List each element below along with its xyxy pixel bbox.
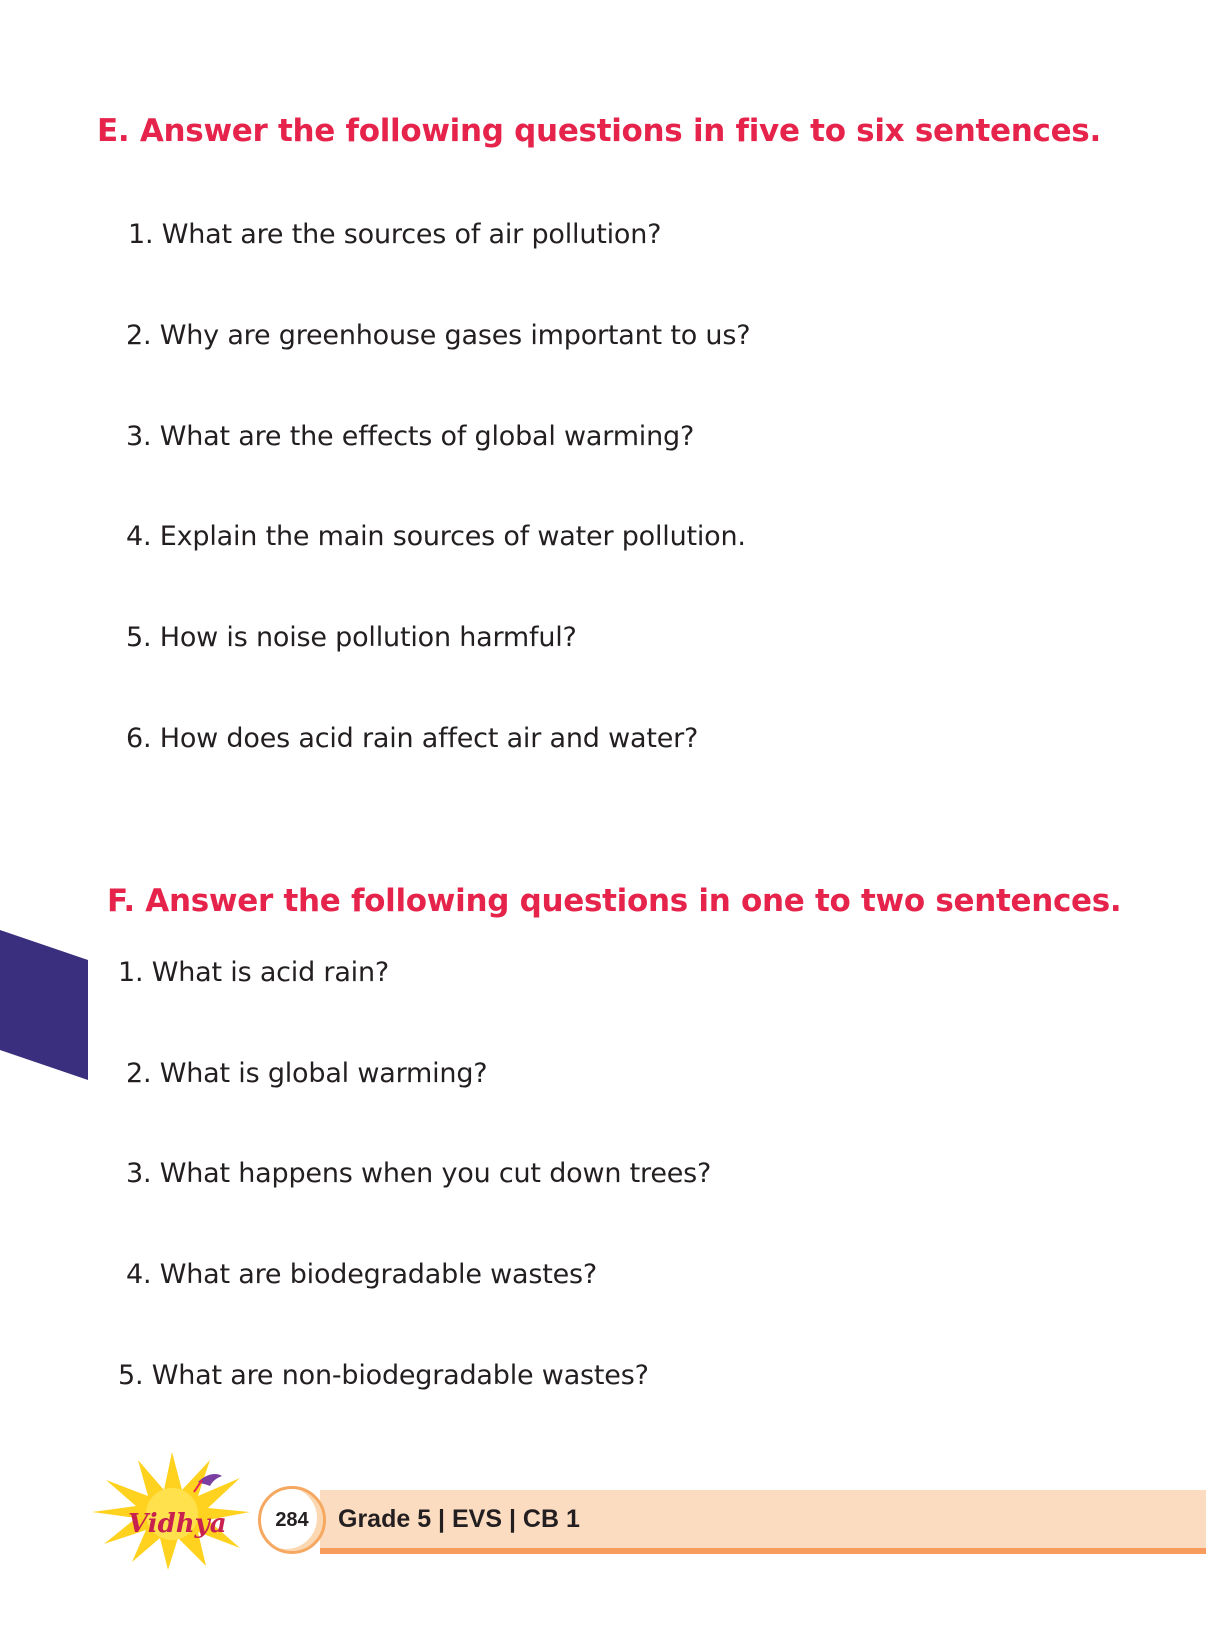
section-e-question-4: 4. Explain the main sources of water pollution. [126,521,746,552]
section-e-heading: E. Answer the following questions in five to six sentences. [97,113,1101,149]
page-number: 284 [275,1508,309,1531]
section-f-question-4: 4. What are biodegradable wastes? [126,1259,598,1290]
section-f-question-1: 1. What is acid rain? [118,957,390,988]
section-f-question-5: 5. What are non-biodegradable wastes? [118,1360,649,1391]
section-e-question-6: 6. How does acid rain affect air and water? [126,723,699,754]
vidhya-logo [90,1452,255,1572]
section-f-question-2: 2. What is global warming? [126,1058,488,1089]
footer-label: Grade 5 | EVS | CB 1 [338,1505,580,1533]
section-e-question-3: 3. What are the effects of global warming? [126,421,695,452]
page-number-badge [258,1486,326,1554]
section-e-question-1: 1. What are the sources of air pollution? [128,219,662,250]
page-footer [90,1452,1130,1572]
section-e-question-5: 5. How is noise pollution harmful? [126,622,577,653]
section-e-question-2: 2. Why are greenhouse gases important to us? [126,320,751,351]
logo-wordmark: Vidhya [128,1509,227,1539]
side-tab-decoration [0,930,88,1080]
section-f-question-3: 3. What happens when you cut down trees? [126,1158,712,1189]
section-f-heading: F. Answer the following questions in one to two sentences. [107,883,1122,919]
